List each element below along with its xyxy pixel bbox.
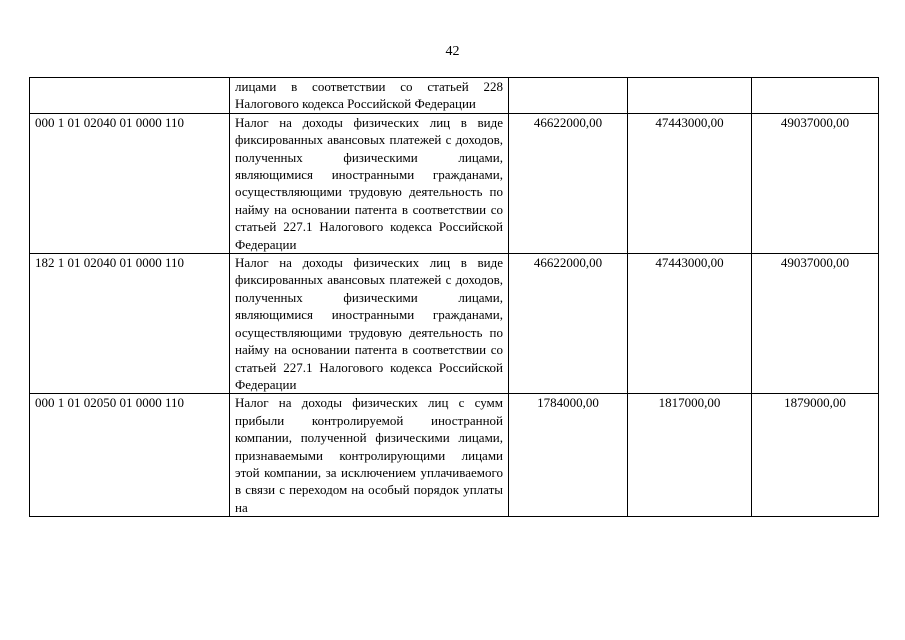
budget-code-cell: 000 1 01 02050 01 0000 110	[30, 394, 230, 517]
budget-code-cell: 000 1 01 02040 01 0000 110	[30, 113, 230, 253]
budget-code-cell: 182 1 01 02040 01 0000 110	[30, 254, 230, 394]
budget-code-cell	[30, 78, 230, 114]
amount-year-1-cell: 1784000,00	[509, 394, 628, 517]
table-row	[30, 254, 879, 394]
table-row	[30, 394, 879, 517]
description-cell: Налог на доходы физических лиц в виде фиксированных авансовых платежей с доходов, полученных физическими лицами, являющимися иностранными гражданами, осуществляющими трудовую деятельность по найму на основании патента в соответствии со статьей 227.1 Налогового кодекса Российской Федерации	[230, 254, 509, 394]
description-cell: Налог на доходы физических лиц с сумм прибыли контролируемой иностранной компании, полученной физическими лицами, признаваемыми контролирующими лицами этой компании, за исключением уплачиваемого в связи с переходом на особый порядок уплаты на	[230, 394, 509, 517]
description-cell: лицами в соответствии со статьей 228 Налогового кодекса Российской Федерации	[230, 78, 509, 114]
amount-year-2-cell	[628, 78, 752, 114]
revenue-table	[29, 77, 879, 517]
amount-year-3-cell: 49037000,00	[752, 113, 879, 253]
amount-year-3-cell: 49037000,00	[752, 254, 879, 394]
amount-year-3-cell	[752, 78, 879, 114]
amount-year-2-cell: 47443000,00	[628, 113, 752, 253]
page-number: 42	[445, 44, 460, 59]
amount-year-1-cell: 46622000,00	[509, 113, 628, 253]
amount-year-1-cell	[509, 78, 628, 114]
table-row	[30, 78, 879, 114]
description-cell: Налог на доходы физических лиц в виде фиксированных авансовых платежей с доходов, полученных физическими лицами, являющимися иностранными гражданами, осуществляющими трудовую деятельность по найму на основании патента в соответствии со статьей 227.1 Налогового кодекса Российской Федерации	[230, 113, 509, 253]
amount-year-3-cell: 1879000,00	[752, 394, 879, 517]
table-row	[30, 113, 879, 253]
amount-year-2-cell: 1817000,00	[628, 394, 752, 517]
amount-year-2-cell: 47443000,00	[628, 254, 752, 394]
amount-year-1-cell: 46622000,00	[509, 254, 628, 394]
